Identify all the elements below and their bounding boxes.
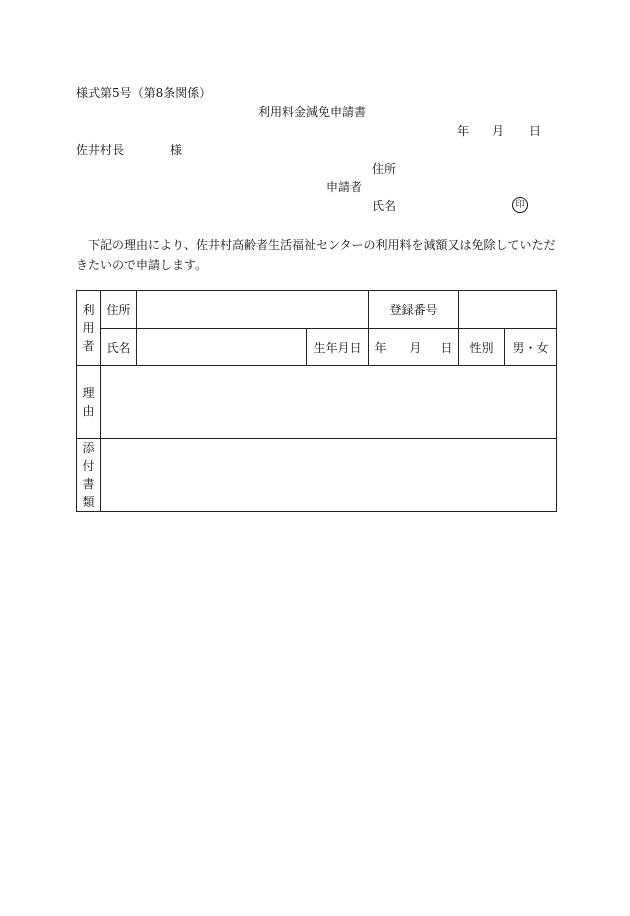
honorific: 様: [170, 143, 183, 157]
date-month-label: 月: [492, 124, 505, 138]
attachments-label-char-4: 類: [82, 495, 95, 509]
application-table: [76, 290, 557, 512]
user-section-label: [77, 291, 101, 366]
attachments-label-char-3: 書: [82, 477, 95, 491]
request-text-line-1: 下記の理由により、佐井村高齢者生活福祉センターの利用料を減額又は免除していただ: [88, 238, 556, 252]
seal-mark: 印: [512, 197, 528, 213]
registration-number-field[interactable]: [459, 291, 557, 329]
name-field[interactable]: [137, 329, 307, 366]
reason-label-char-2: 由: [82, 404, 95, 418]
address-field[interactable]: [137, 291, 369, 329]
addressee: 佐井村長: [76, 143, 125, 157]
reason-label: [77, 366, 101, 439]
address-label: 住所: [101, 291, 137, 329]
user-label-char-3: 者: [82, 339, 95, 353]
birth-day-label: 日: [440, 340, 453, 355]
birth-date-field[interactable]: [369, 329, 459, 366]
user-label-char-2: 用: [82, 321, 95, 335]
registration-number-label: 登録番号: [369, 291, 459, 329]
form-title: 利用料金減免申請書: [258, 105, 367, 119]
applicant-label: 申請者: [326, 180, 363, 194]
reason-field[interactable]: [101, 366, 557, 439]
attachments-label: [77, 439, 101, 512]
date-day-label: 日: [529, 124, 542, 138]
reason-label-char-1: 理: [82, 386, 95, 400]
applicant-name-label: 氏名: [372, 199, 397, 213]
gender-options[interactable]: 男・女: [505, 329, 557, 366]
applicant-address-label: 住所: [372, 162, 397, 176]
attachments-label-char-2: 付: [82, 459, 95, 473]
user-label-char-1: 利: [82, 303, 95, 317]
attachments-field[interactable]: [101, 439, 557, 512]
attachments-label-char-1: 添: [82, 441, 95, 455]
name-label: 氏名: [101, 329, 137, 366]
gender-label: 性別: [459, 329, 505, 366]
birth-year-label: 年: [374, 340, 387, 355]
birth-date-label: 生年月日: [307, 329, 369, 366]
date-year-label: 年: [457, 124, 470, 138]
birth-month-label: 月: [409, 340, 422, 355]
form-number: 様式第5号（第8条関係）: [76, 86, 212, 100]
request-text-line-2: きたいので申請します。: [76, 258, 208, 272]
